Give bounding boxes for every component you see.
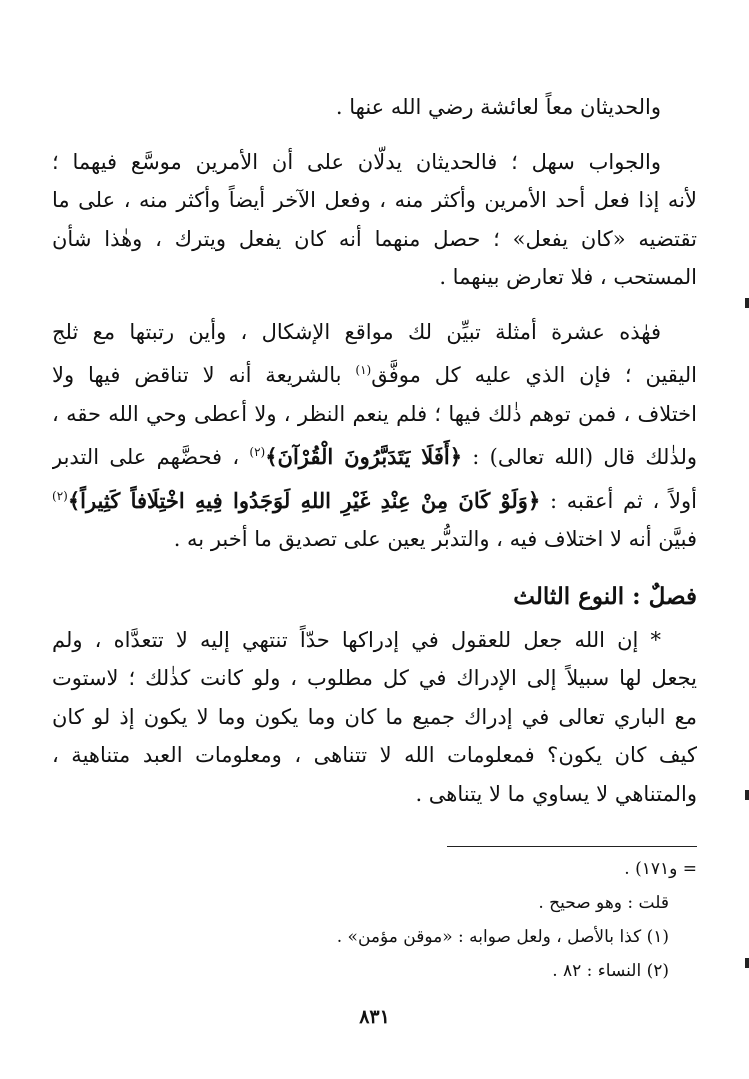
text-line: فهٰذه عشرة أمثلة تبيِّن لك مواقع الإشكال ، وأين رتبتها مع ثلج (52, 319, 661, 344)
text-line: المستحب ، فلا تعارض بينهما . (439, 265, 697, 289)
text-line: والجواب سهل ؛ فالحديثان يدلّان على أن الأمرين موسَّع فيهما ؛ (52, 149, 661, 174)
page-number: ٨٣١ (359, 1006, 390, 1028)
footnote-ref: (٢) (52, 488, 68, 503)
text-line (52, 477, 697, 521)
text-line: تقتضيه «كان يفعل» ؛ حصل منهما أنه كان يفعل ويترك ، وهٰذا شأن (52, 226, 697, 251)
main-text (52, 88, 697, 813)
section-heading: فصلٌ : النوع الثالث (513, 582, 697, 610)
text-line: اختلاف ، فمن توهم ذٰلك فيها ؛ فلم ينعم النظر ، ولا أعطى وحي الله حقه ، (52, 401, 697, 426)
scan-edge-mark (745, 790, 749, 800)
text-line: فبيَّن أنه لا اختلاف فيه ، والتدبُّر يعين على تصديق ما أخبر به . (173, 527, 697, 551)
quran-verse: ﴿أَفَلَا يَتَدَبَّرُونَ الْقُرْآنَ﴾ (265, 444, 462, 469)
text-line: والمتناهي لا يساوي ما لا يتناهى . (415, 781, 697, 806)
footnotes (52, 852, 697, 988)
footnote-2: (٢) النساء : ٨٢ . (552, 961, 669, 981)
footnote-continuation: = و١٧١) . (624, 859, 697, 879)
text-segment: ولذٰلك قال (الله تعالى) : (462, 445, 697, 469)
footnote-ref: (١) (355, 363, 372, 377)
footnote-divider (447, 846, 697, 847)
scan-edge-mark (745, 958, 749, 968)
footnote-1: (١) كذا بالأصل ، ولعل صوابه : «موقن مؤمن» . (336, 927, 669, 947)
text-segment: أولاً ، ثم أعقبه : (540, 488, 697, 513)
text-line: مع الباري تعالى في إدراك جميع ما كان وما يكون وما لا يكون إذ لو كان (52, 704, 697, 729)
text-line: * إن الله جعل للعقول في إدراكها حدّاً تنتهي إليه لا تتعدَّاه ، ولم (52, 627, 662, 652)
footnote-comment: قلت : وهو صحيح . (538, 893, 669, 913)
text-segment: بالشريعة أنه لا تناقض فيها ولا (52, 363, 356, 387)
text-line: لأنه إذا فعل أحد الأمرين وأكثر منه ، وفعل الآخر أيضاً وأكثر منه ، على ما (52, 188, 697, 212)
text-line (52, 351, 697, 395)
text-segment: اليقين ؛ فإن الذي عليه كل موفَّق (371, 363, 697, 387)
footnote-ref: (٢) (249, 445, 266, 459)
text-line: والحديثان معاً لعائشة رضي الله عنها . (335, 95, 661, 119)
text-line: كيف كان يكون؟ فمعلومات الله لا تتناهى ، ومعلومات العبد متناهية ، (52, 743, 697, 767)
text-line (52, 433, 697, 477)
quran-verse: ﴿وَلَوْ كَانَ مِنْ عِنْدِ غَيْرِ اللهِ لَوَجَدُوا فِيهِ اخْتِلَافاً كَثِيراً﴾ (67, 487, 541, 513)
text-line: يجعل لها سبيلاً إلى الإدراك في كل مطلوب ، ولو كانت كذٰلك ؛ لاستوت (52, 666, 697, 690)
scan-edge-mark (745, 298, 749, 308)
text-segment: ، فحضَّهم على التدبر (52, 445, 250, 469)
